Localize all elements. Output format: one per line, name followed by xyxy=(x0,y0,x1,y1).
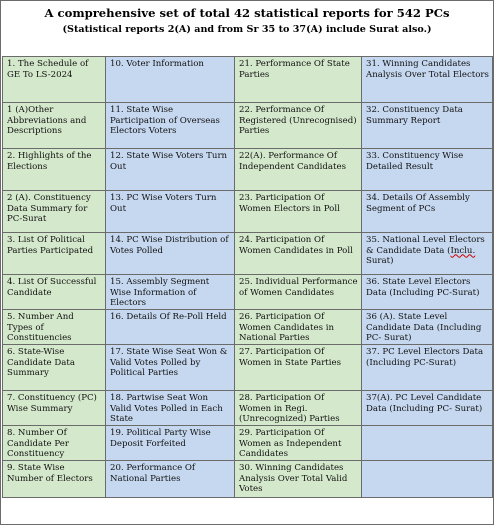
title-line-2: (Statistical reports 2(A) and from Sr 35 to 37(A) include Surat also.) xyxy=(62,24,432,35)
report-cell: 2 (A). Constituency Data Summary for PC-Surat xyxy=(3,191,106,233)
report-cell: 1 (A)Other Abbreviations and Descriptions xyxy=(3,103,106,149)
report-cell: 6. State-Wise Candidate Data Summary xyxy=(3,345,106,391)
report-cell: 36 (A). State Level Candidate Data (Including PC- Surat) xyxy=(362,310,493,345)
report-cell: 17. State Wise Seat Won & Valid Votes Polled by Political Parties xyxy=(106,345,235,391)
report-cell: 29. Participation Of Women as Independent Candidates xyxy=(235,426,362,461)
report-cell: 30. Winning Candidates Analysis Over Total Valid Votes xyxy=(235,461,362,498)
report-cell: 32. Constituency Data Summary Report xyxy=(362,103,493,149)
report-cell: 16. Details Of Re-Poll Held xyxy=(106,310,235,345)
report-cell: 34. Details Of Assembly Segment of PCs xyxy=(362,191,493,233)
table-row xyxy=(3,426,493,461)
report-cell xyxy=(362,426,493,461)
report-cell: 12. State Wise Voters Turn Out xyxy=(106,149,235,191)
report-cell: 8. Number Of Candidate Per Constituency xyxy=(3,426,106,461)
title-line-1: A comprehensive set of total 42 statistical reports for 542 PCs xyxy=(44,6,450,20)
report-cell: 4. List Of Successful Candidate xyxy=(3,275,106,310)
report-cell: 11. State Wise Participation of Overseas Electors Voters xyxy=(106,103,235,149)
report-cell: 37. PC Level Electors Data (Including PC-Surat) xyxy=(362,345,493,391)
report-cell: 22(A). Performance Of Independent Candidates xyxy=(235,149,362,191)
report-cell: 15. Assembly Segment Wise Information of Electors xyxy=(106,275,235,310)
report-cell: 28. Participation Of Women in Regi. (Unrecognized) Parties xyxy=(235,391,362,426)
report-cell: 36. State Level Electors Data (Including PC-Surat) xyxy=(362,275,493,310)
report-cell: 22. Performance Of Registered (Unrecognised) Parties xyxy=(235,103,362,149)
report-cell: 1. The Schedule of GE To LS-2024 xyxy=(3,57,106,103)
report-cell: 21. Performance Of State Parties xyxy=(235,57,362,103)
report-cell: 13. PC Wise Voters Turn Out xyxy=(106,191,235,233)
report-cell: 35. National Level Electors & Candidate Data (Inclu. Surat) xyxy=(362,233,493,275)
report-cell: 7. Constituency (PC) Wise Summary xyxy=(3,391,106,426)
table-row xyxy=(3,149,493,191)
table-row xyxy=(3,461,493,498)
table-row xyxy=(3,191,493,233)
reports-table-body xyxy=(3,57,493,498)
report-cell xyxy=(362,461,493,498)
report-cell: 33. Constituency Wise Detailed Result xyxy=(362,149,493,191)
report-cell: 24. Participation Of Women Candidates in Poll xyxy=(235,233,362,275)
table-row xyxy=(3,103,493,149)
report-cell: 25. Individual Performance of Women Candidates xyxy=(235,275,362,310)
table-row xyxy=(3,310,493,345)
table-row xyxy=(3,57,493,103)
report-cell: 37(A). PC Level Candidate Data (Including PC- Surat) xyxy=(362,391,493,426)
report-cell: 5. Number And Types of Constituencies xyxy=(3,310,106,345)
report-cell: 20. Performance Of National Parties xyxy=(106,461,235,498)
report-cell: 3. List Of Political Parties Participated xyxy=(3,233,106,275)
report-cell: 10. Voter Information xyxy=(106,57,235,103)
report-cell: 27. Participation Of Women in State Parties xyxy=(235,345,362,391)
report-cell: 2. Highlights of the Elections xyxy=(3,149,106,191)
table-row xyxy=(3,345,493,391)
report-cell: 19. Political Party Wise Deposit Forfeited xyxy=(106,426,235,461)
table-row xyxy=(3,233,493,275)
title-block xyxy=(1,1,493,46)
report-cell: 14. PC Wise Distribution of Votes Polled xyxy=(106,233,235,275)
report-cell: 26. Participation Of Women Candidates in National Parties xyxy=(235,310,362,345)
spellcheck-mark: Inclu. xyxy=(450,245,476,256)
table-row xyxy=(3,391,493,426)
report-cell: 18. Partwise Seat Won Valid Votes Polled in Each State xyxy=(106,391,235,426)
table-row xyxy=(3,275,493,310)
report-cell: 9. State Wise Number of Electors xyxy=(3,461,106,498)
reports-table xyxy=(2,56,493,498)
report-cell: 31. Winning Candidates Analysis Over Total Electors xyxy=(362,57,493,103)
report-cell: 23. Participation Of Women Electors in Poll xyxy=(235,191,362,233)
